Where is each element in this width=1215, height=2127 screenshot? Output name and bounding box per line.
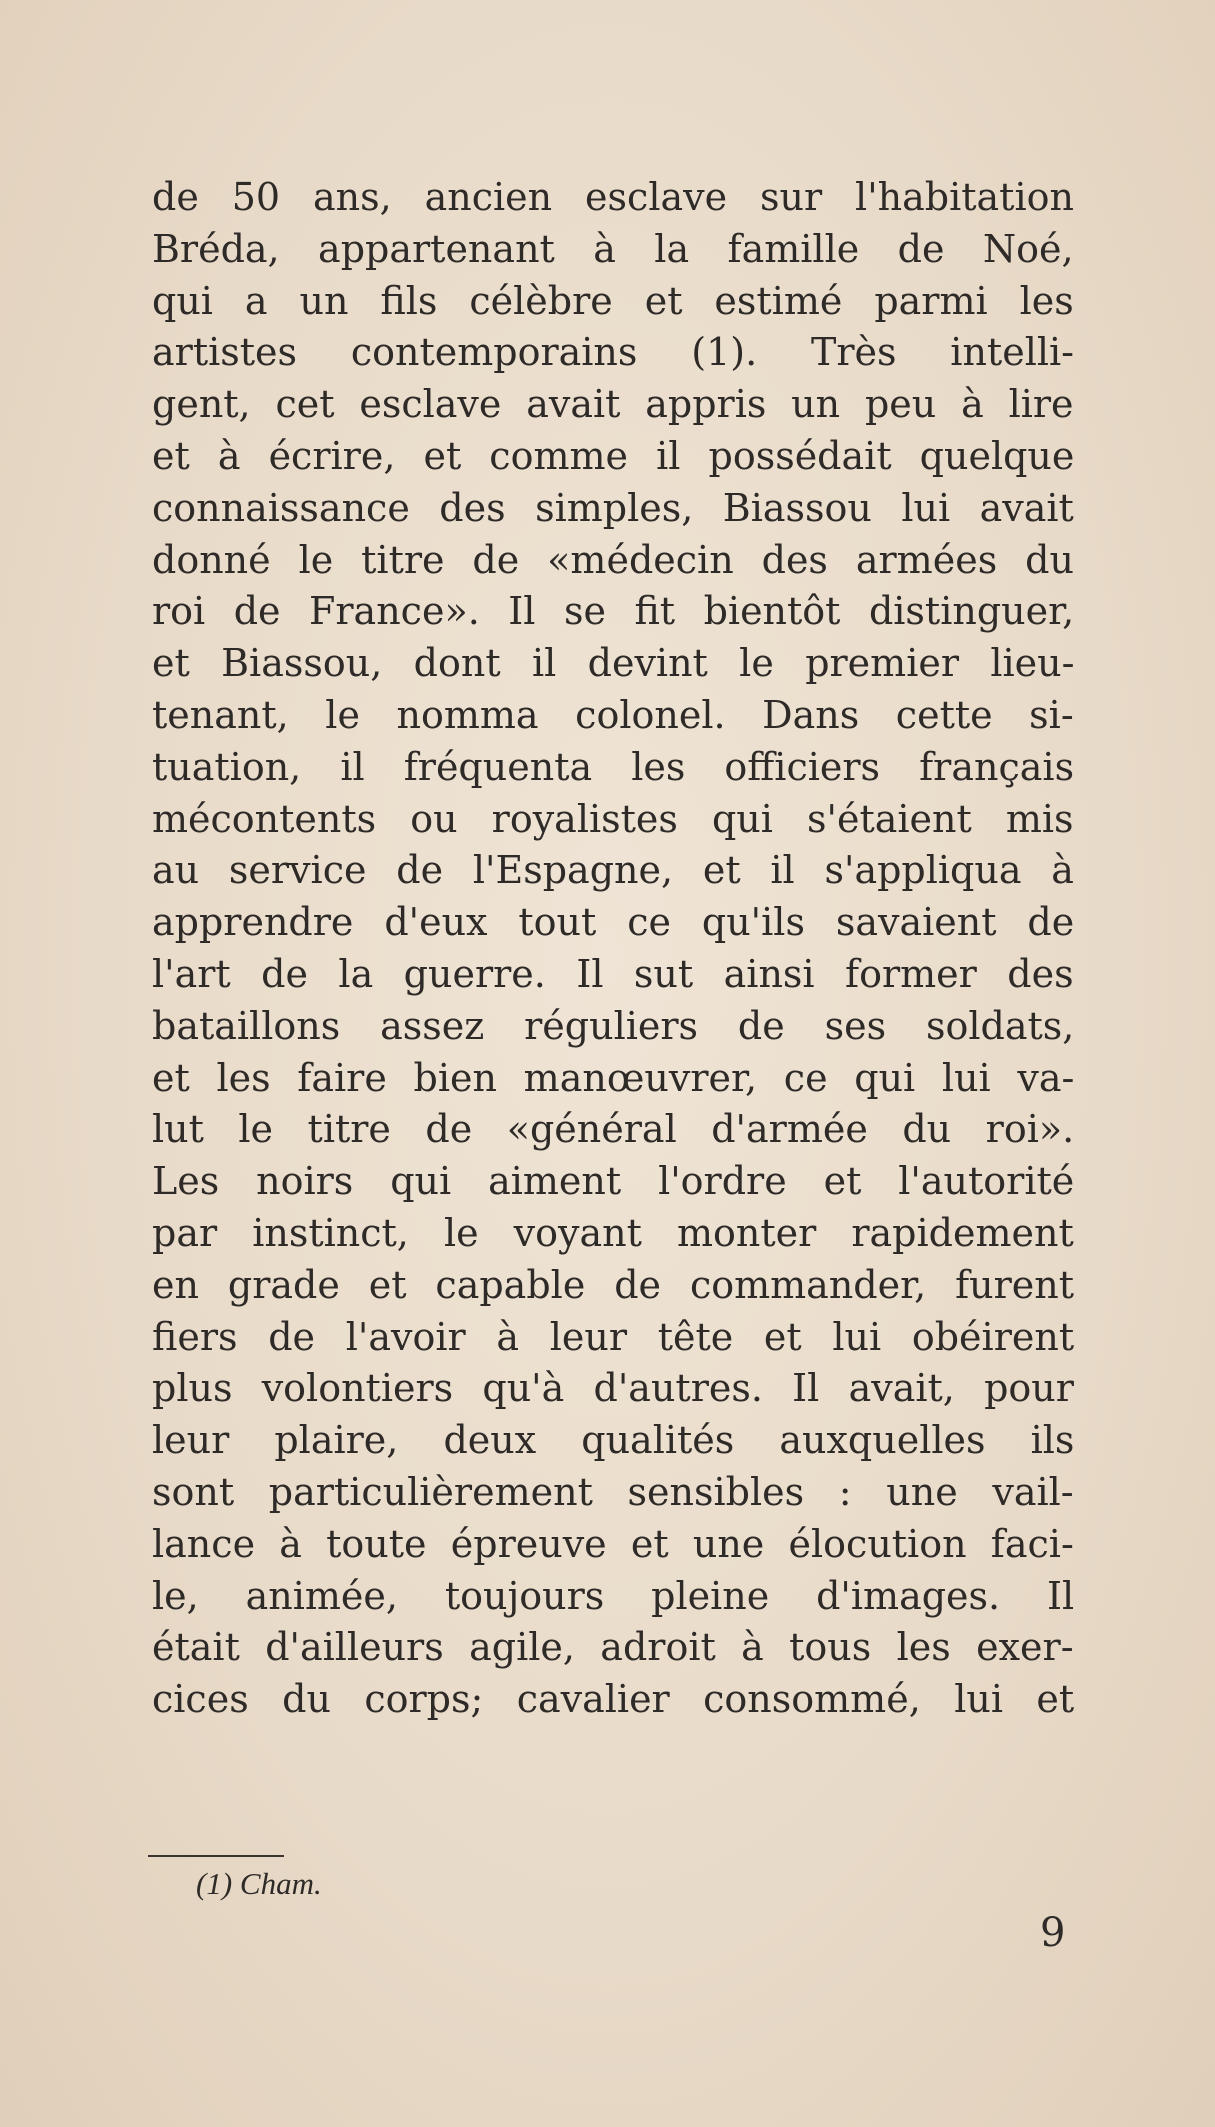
- text-line: le, animée, toujours pleine d'images. Il: [152, 1573, 1074, 1618]
- page-number: 9: [1040, 1910, 1066, 1956]
- text-line: fiers de l'avoir à leur tête et lui obéirent: [152, 1314, 1074, 1359]
- text-line: gent, cet esclave avait appris un peu à lire: [152, 382, 1074, 427]
- text-line: en grade et capable de commander, furent: [152, 1262, 1074, 1307]
- text-line: mécontents ou royalistes qui s'étaient mis: [152, 796, 1074, 841]
- text-line: connaissance des simples, Biassou lui avait: [152, 485, 1074, 530]
- text-line: Les noirs qui aiment l'ordre et l'autorité: [152, 1159, 1074, 1204]
- text-line: leur plaire, deux qualités auxquelles ils: [152, 1418, 1074, 1463]
- body-text: [152, 172, 1074, 1726]
- text-line: roi de France». Il se fit bientôt distinguer,: [152, 589, 1074, 634]
- text-line: Bréda, appartenant à la famille de Noé,: [152, 226, 1074, 271]
- text-line: tuation, il fréquenta les officiers français: [152, 744, 1074, 789]
- text-line: apprendre d'eux tout ce qu'ils savaient de: [152, 900, 1074, 945]
- text-line: bataillons assez réguliers de ses soldats,: [152, 1003, 1074, 1048]
- footnote: (1) Cham.: [196, 1866, 322, 1901]
- text-line: au service de l'Espagne, et il s'appliqua à: [152, 848, 1074, 893]
- text-line: plus volontiers qu'à d'autres. Il avait, pour: [152, 1366, 1074, 1411]
- text-line: cices du corps; cavalier consommé, lui et: [152, 1677, 1074, 1722]
- text-line: lut le titre de «général d'armée du roi».: [152, 1107, 1074, 1152]
- text-line: tenant, le nomma colonel. Dans cette si-: [152, 692, 1074, 737]
- text-line: et Biassou, dont il devint le premier lieu-: [152, 641, 1074, 686]
- text-line: de 50 ans, ancien esclave sur l'habitation: [152, 175, 1074, 219]
- text-line: qui a un fils célèbre et estimé parmi les: [152, 278, 1074, 323]
- text-line: l'art de la guerre. Il sut ainsi former des: [152, 951, 1074, 996]
- text-line: sont particulièrement sensibles : une vail-: [152, 1469, 1074, 1514]
- text-line: et les faire bien manœuvrer, ce qui lui va-: [152, 1055, 1074, 1100]
- text-line: donné le titre de «médecin des armées du: [152, 537, 1074, 582]
- text-line: et à écrire, et comme il possédait quelque: [152, 433, 1074, 478]
- text-line: par instinct, le voyant monter rapidement: [152, 1210, 1074, 1255]
- text-line: était d'ailleurs agile, adroit à tous les exer-: [152, 1625, 1074, 1670]
- text-line: artistes contemporains (1). Très intelli-: [152, 330, 1074, 375]
- footnote-divider: [148, 1855, 284, 1857]
- text-line: lance à toute épreuve et une élocution faci-: [152, 1521, 1074, 1566]
